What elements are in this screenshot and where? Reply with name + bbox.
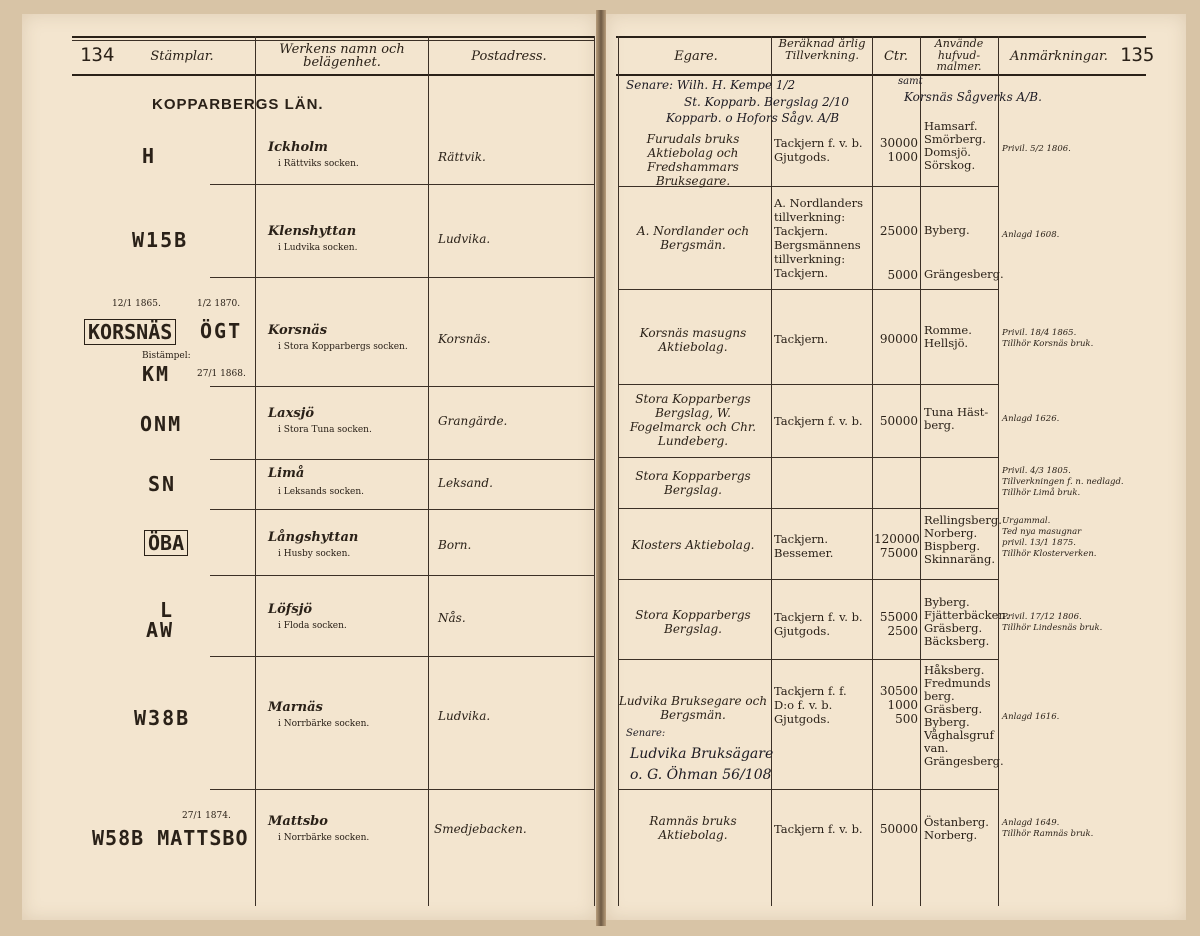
stamp-date: 12/1 1865. bbox=[112, 299, 161, 309]
werk-socken: i Ludvika socken. bbox=[278, 243, 358, 253]
werk-name: Klenshyttan bbox=[268, 224, 357, 239]
ctr-value: 30000 bbox=[879, 136, 918, 150]
handwritten-note: samt bbox=[898, 76, 923, 87]
stamp-date: 27/1 1874. bbox=[182, 811, 231, 821]
tillverkning bbox=[774, 332, 828, 346]
stamp-ogt: ÖGT bbox=[200, 319, 243, 343]
row-sep bbox=[210, 386, 594, 387]
werk-socken: i Leksands socken. bbox=[278, 487, 365, 497]
handwritten-note: Ludvika Bruksägare bbox=[630, 746, 774, 762]
handwritten-note: Korsnäs Sågverks A/B. bbox=[904, 90, 1042, 104]
malm-line: berg. bbox=[924, 689, 955, 703]
header-rule bbox=[72, 74, 594, 76]
row-sep bbox=[210, 509, 594, 510]
werk-name: Limå bbox=[268, 466, 305, 481]
stamp-w58b-mattsbo: W58B MATTSBO bbox=[92, 826, 249, 850]
row-sep bbox=[210, 789, 594, 790]
ctr-value: 25000 bbox=[879, 224, 918, 238]
header-rule bbox=[616, 74, 1146, 76]
malm-line: Smörberg. bbox=[924, 132, 986, 146]
malm-line: berg. bbox=[924, 418, 955, 432]
malmer bbox=[924, 406, 988, 432]
anm-line: Privil. 17/12 1806. bbox=[1002, 612, 1082, 622]
header-ctr: Ctr. bbox=[883, 49, 909, 64]
werk-name: Ickholm bbox=[268, 140, 328, 155]
ctr-values bbox=[874, 532, 918, 560]
right-page bbox=[606, 14, 1186, 920]
post-address: Ludvika. bbox=[438, 709, 491, 723]
malmer bbox=[924, 324, 972, 350]
werk-socken: i Norrbärke socken. bbox=[278, 833, 370, 843]
tillv-line: Tackjern f. v. b. bbox=[774, 822, 863, 836]
ctr-value: 500 bbox=[895, 712, 918, 726]
anm-line: Privil. 4/3 1805. bbox=[1002, 466, 1071, 476]
header-stamplar: Stämplar. bbox=[150, 49, 214, 64]
ctr-value: 120000 bbox=[874, 532, 920, 546]
ctr-values bbox=[874, 610, 918, 638]
owner: Stora Kopparbergs Bergslag, W. Fogelmarck och Chr. Lundeberg. bbox=[629, 392, 757, 448]
werk-name: Mattsbo bbox=[268, 814, 328, 829]
anm-line: Tillhör Ramnäs bruk. bbox=[1002, 829, 1094, 839]
anm-line: Tillverkningen f. n. nedlagd. bbox=[1002, 477, 1124, 487]
owner: Ramnäs bruks Aktiebolag. bbox=[649, 814, 737, 842]
malm-line: Sörskog. bbox=[924, 158, 976, 172]
post-address: Leksand. bbox=[438, 476, 493, 490]
post-address: Korsnäs. bbox=[438, 332, 491, 346]
row-sep bbox=[618, 508, 998, 509]
stamp-sn: SN bbox=[148, 472, 177, 496]
anm-line: Tillhör Limå bruk. bbox=[1002, 488, 1081, 498]
malmer bbox=[924, 514, 1002, 566]
tillv-line: Tackjern. bbox=[774, 266, 828, 280]
row-sep bbox=[210, 277, 594, 278]
bistampel-label: Bistämpel: bbox=[142, 351, 191, 361]
tillv-line: Tackjern. bbox=[774, 332, 828, 346]
malm-line: Domsjö. bbox=[924, 145, 971, 159]
row-sep bbox=[618, 384, 998, 385]
col-divider-3 bbox=[920, 36, 921, 906]
tillv-line: tillverkning: bbox=[774, 252, 846, 266]
header-malmer: Använde hufvud-malmer. bbox=[934, 37, 984, 73]
owner: A. Nordlander och Bergsmän. bbox=[636, 224, 750, 252]
anm-line: Tillhör Lindesnäs bruk. bbox=[1002, 623, 1103, 633]
tillverkning bbox=[774, 610, 863, 638]
anmarkning bbox=[1002, 414, 1059, 425]
handwritten-note: Senare: bbox=[626, 728, 666, 739]
anm-line: privil. 13/1 1875. bbox=[1002, 538, 1076, 548]
werk-socken: i Husby socken. bbox=[278, 549, 351, 559]
owner: Korsnäs masugns Aktiebolag. bbox=[639, 326, 747, 354]
tillv-line: Gjutgods. bbox=[774, 712, 830, 726]
werk-socken: i Rättviks socken. bbox=[278, 159, 359, 169]
owner: Klosters Aktiebolag. bbox=[631, 538, 755, 552]
ctr-value: 1000 bbox=[887, 698, 918, 712]
stamp-km: KM bbox=[142, 362, 171, 386]
stamp-h: H bbox=[142, 144, 157, 168]
owner: Furudals bruks Aktiebolag och Fredshammars Bruksegare. bbox=[646, 132, 740, 188]
werk-name: Korsnäs bbox=[268, 323, 328, 338]
ctr-value: 5000 bbox=[887, 268, 918, 282]
row-sep bbox=[618, 289, 998, 290]
ctr-value: 90000 bbox=[879, 332, 918, 346]
tillv-line: Tackjern f. v. b. bbox=[774, 414, 863, 428]
malmer bbox=[924, 816, 989, 842]
ctr-value: 75000 bbox=[879, 546, 918, 560]
malmer bbox=[924, 664, 1004, 768]
row-sep bbox=[210, 656, 594, 657]
malm-line: Bäcksberg. bbox=[924, 634, 990, 648]
header-tillverkning: Beräknad årlig Tillverkning. bbox=[778, 36, 866, 62]
ctr-values bbox=[874, 136, 918, 164]
malm-line: Tuna Häst- bbox=[924, 405, 989, 419]
malm-line: Norberg. bbox=[924, 526, 978, 540]
owner: Ludvika Bruksegare och Bergsmän. bbox=[618, 694, 768, 722]
anm-line: Urgammal. bbox=[1002, 516, 1051, 526]
malm-line: Våghalsgruf bbox=[924, 728, 994, 742]
stamp-oba: ÖBA bbox=[144, 530, 188, 556]
werk-name: Laxsjö bbox=[268, 406, 315, 421]
stamp-w38b: W38B bbox=[134, 706, 191, 730]
tillv-line: Gjutgods. bbox=[774, 150, 830, 164]
malm-line: Grängesberg. bbox=[924, 754, 1004, 768]
header-werkens: Werkens namn och belägenhet. bbox=[279, 42, 405, 70]
tillverkning bbox=[774, 822, 863, 836]
stamp-aw: AW bbox=[146, 618, 175, 642]
anmarkning bbox=[1002, 818, 1093, 840]
col-divider-2 bbox=[872, 36, 873, 906]
col-divider-2 bbox=[428, 36, 429, 906]
post-address: Grangärde. bbox=[438, 414, 508, 428]
malm-line: Skinnaräng. bbox=[924, 552, 995, 566]
werk-name: Löfsjö bbox=[268, 602, 313, 617]
malm-line: Hellsjö. bbox=[924, 336, 969, 350]
tillv-line: Tackjern f. v. b. bbox=[774, 136, 863, 150]
stamp-date: 27/1 1868. bbox=[197, 369, 246, 379]
tillverkning bbox=[774, 196, 863, 280]
malm-line: Rellingsberg. bbox=[924, 513, 1002, 527]
header-egare: Egare. bbox=[674, 49, 718, 64]
left-page bbox=[22, 14, 596, 920]
tillverkning bbox=[774, 414, 863, 428]
anmarkning bbox=[1002, 466, 1124, 499]
handwritten-note: St. Kopparb. Bergslag 2/10 bbox=[684, 95, 850, 109]
ctr-value: 1000 bbox=[887, 150, 918, 164]
page-number-left: 134 bbox=[80, 44, 115, 66]
row-sep bbox=[618, 457, 998, 458]
malm-line: Bispberg. bbox=[924, 539, 981, 553]
handwritten-note: Senare: Wilh. H. Kempe 1/2 bbox=[626, 78, 796, 92]
anm-line: Privil. 5/2 1806. bbox=[1002, 144, 1071, 154]
werk-name: Långshyttan bbox=[268, 530, 359, 545]
malmer bbox=[924, 120, 986, 172]
row-sep bbox=[210, 184, 594, 185]
row-sep bbox=[210, 459, 594, 460]
post-address: Nås. bbox=[438, 611, 466, 625]
malm-line: Hamsarf. bbox=[924, 119, 978, 133]
book-gutter bbox=[596, 10, 606, 926]
anmarkning bbox=[1002, 712, 1059, 723]
anm-line: Anlagd 1649. bbox=[1002, 818, 1060, 828]
top-rule bbox=[72, 36, 594, 38]
col-divider-4 bbox=[998, 36, 999, 906]
werk-socken: i Norrbärke socken. bbox=[278, 719, 370, 729]
tillv-line: Tackjern. bbox=[774, 224, 828, 238]
post-address: Born. bbox=[438, 538, 472, 552]
stamp-korsnas: KORSNÄS bbox=[84, 319, 176, 345]
stamp-onm: ONM bbox=[140, 412, 183, 436]
malm-line: Byberg. bbox=[924, 223, 970, 237]
malm-line: Östanberg. bbox=[924, 815, 989, 829]
anm-line: Anlagd 1608. bbox=[1002, 230, 1060, 240]
malm-line: Byberg. bbox=[924, 715, 970, 729]
header-postadress: Postadress. bbox=[471, 49, 547, 64]
tillv-line: Bessemer. bbox=[774, 546, 834, 560]
ctr-value: 30500 bbox=[879, 684, 918, 698]
ctr-value: 55000 bbox=[879, 610, 918, 624]
post-address: Ludvika. bbox=[438, 232, 491, 246]
anm-line: Privil. 18/4 1865. bbox=[1002, 328, 1077, 338]
post-address: Rättvik. bbox=[438, 150, 486, 164]
tillv-line: D:o f. v. b. bbox=[774, 698, 833, 712]
anm-line: Tillhör Korsnäs bruk. bbox=[1002, 339, 1094, 349]
col-divider-3 bbox=[594, 36, 595, 906]
malm-line: Gräsberg. bbox=[924, 621, 983, 635]
anmarkning bbox=[1002, 144, 1071, 155]
stamp-w15b: W15B bbox=[132, 228, 189, 252]
tillv-line: Tackjern f. v. b. bbox=[774, 610, 863, 624]
anm-line: Anlagd 1616. bbox=[1002, 712, 1060, 722]
ctr-value: 2500 bbox=[887, 624, 918, 638]
stamp-l: L bbox=[160, 598, 175, 622]
werk-socken: i Stora Tuna socken. bbox=[278, 425, 372, 435]
tillverkning bbox=[774, 532, 833, 560]
malm-line: Norberg. bbox=[924, 828, 978, 842]
post-address: Smedjebacken. bbox=[434, 822, 527, 836]
row-sep bbox=[618, 789, 998, 790]
malm-line: Gräsberg. bbox=[924, 702, 983, 716]
tillv-line: A. Nordlanders bbox=[774, 196, 863, 210]
malmer bbox=[924, 596, 1009, 648]
anm-line: Tillhör Klosterverken. bbox=[1002, 549, 1097, 559]
werk-socken: i Stora Kopparbergs socken. bbox=[278, 342, 408, 352]
handwritten-note: o. G. Öhman 56/108 bbox=[630, 767, 772, 783]
malm-line: Håksberg. bbox=[924, 663, 985, 677]
top-rule-2 bbox=[72, 40, 594, 41]
row-sep bbox=[210, 575, 594, 576]
anmarkning bbox=[1002, 328, 1093, 350]
tillv-line: Bergsmännens bbox=[774, 238, 861, 252]
owner: Stora Kopparbergs Bergslag. bbox=[635, 469, 751, 497]
row-sep bbox=[618, 659, 998, 660]
tillv-line: Gjutgods. bbox=[774, 624, 830, 638]
page-number-right: 135 bbox=[1120, 44, 1155, 66]
malm-line: Fredmunds bbox=[924, 676, 991, 690]
werk-socken: i Floda socken. bbox=[278, 621, 347, 631]
malm-line: Fjätterbäcken. bbox=[924, 608, 1010, 622]
tillv-line: Tackjern f. f. bbox=[774, 684, 847, 698]
anmarkning bbox=[1002, 612, 1102, 634]
anmarkning bbox=[1002, 516, 1097, 560]
malm-line: Romme. bbox=[924, 323, 972, 337]
lan-title: KOPPARBERGS LÄN. bbox=[152, 96, 324, 113]
tillv-line: Tackjern. bbox=[774, 532, 828, 546]
header-anmarkningar: Anmärkningar. bbox=[1010, 49, 1108, 64]
werk-name: Marnäs bbox=[268, 700, 323, 715]
malm-line: Byberg. bbox=[924, 595, 970, 609]
tillverkning bbox=[774, 684, 847, 726]
malm-line: Grängesberg. bbox=[924, 267, 1004, 281]
ctr-value: 50000 bbox=[879, 822, 918, 836]
stamp-date: 1/2 1870. bbox=[197, 299, 241, 309]
col-divider-1 bbox=[255, 36, 256, 906]
top-rule bbox=[616, 36, 1146, 38]
owner: Stora Kopparbergs Bergslag. bbox=[635, 608, 751, 636]
anm-line: Anlagd 1626. bbox=[1002, 414, 1060, 424]
tillv-line: tillverkning: bbox=[774, 210, 846, 224]
ctr-value: 50000 bbox=[879, 414, 918, 428]
ctr-values bbox=[874, 684, 918, 726]
anm-line: Ted nya masugnar bbox=[1002, 527, 1082, 537]
handwritten-note: Kopparb. o Hofors Sågv. A/B bbox=[666, 111, 840, 125]
malm-line: van. bbox=[924, 741, 949, 755]
anmarkning bbox=[1002, 230, 1059, 241]
row-sep bbox=[618, 579, 998, 580]
tillverkning bbox=[774, 136, 863, 164]
